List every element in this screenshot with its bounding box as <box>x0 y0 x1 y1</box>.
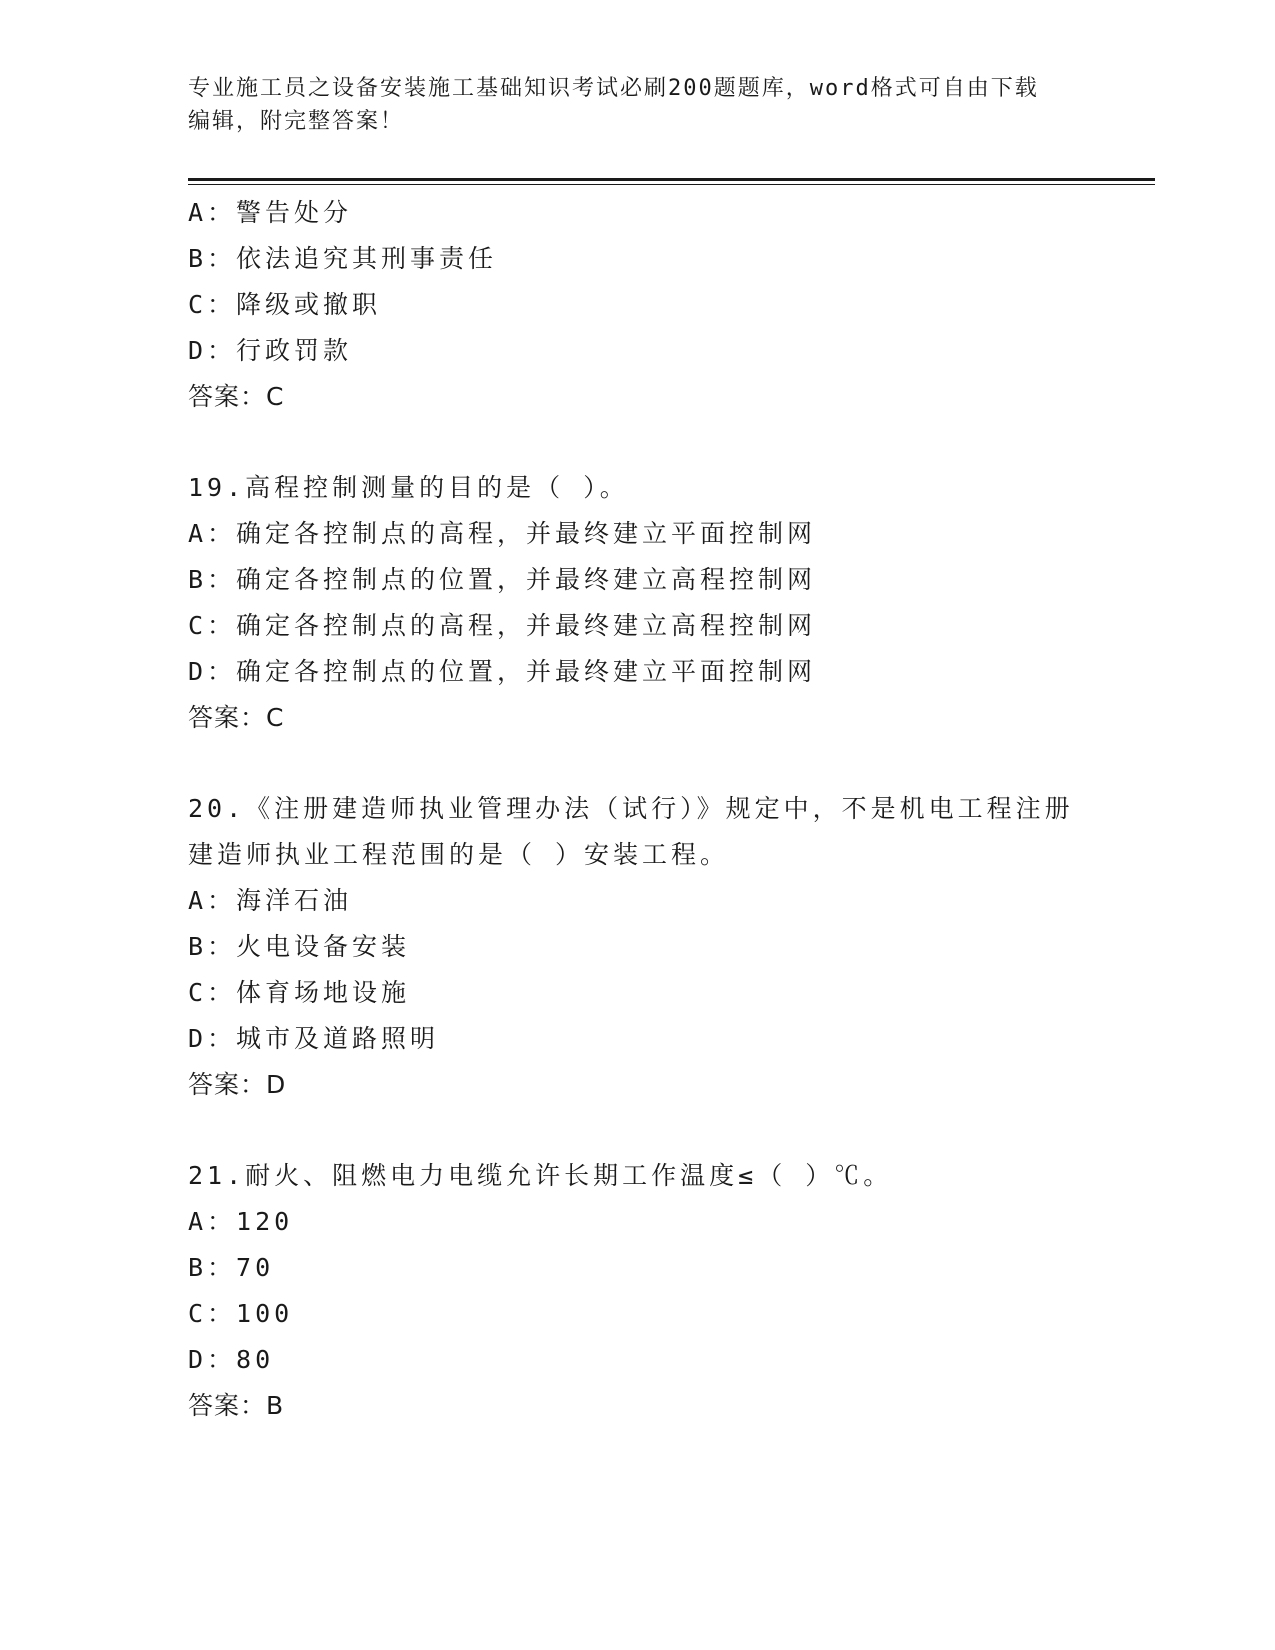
option-b: B：确定各控制点的位置，并最终建立高程控制网 <box>188 565 817 594</box>
spacer <box>188 420 1128 465</box>
question-block-19 <box>188 465 1128 741</box>
question-list <box>188 190 1128 1429</box>
option-c: C：确定各控制点的高程，并最终建立高程控制网 <box>188 611 817 640</box>
option-b: B：70 <box>188 1253 275 1282</box>
answer-line: 答案：B <box>188 1391 285 1420</box>
option-a: A：120 <box>188 1207 294 1236</box>
spacer <box>188 741 1128 786</box>
question-stem: 20.《注册建造师执业管理办法（试行）》规定中，不是机电工程注册 <box>188 794 1074 823</box>
question-stem: 19.高程控制测量的目的是（ ）。 <box>188 473 629 502</box>
question-stem: 21.耐火、阻燃电力电缆允许长期工作温度≤（ ）℃。 <box>188 1161 893 1190</box>
option-d: D：行政罚款 <box>188 336 353 365</box>
option-b: B：火电设备安装 <box>188 932 411 961</box>
answer-line: 答案：C <box>188 703 285 732</box>
question-stem-continued: 建造师执业工程范围的是（ ）安装工程。 <box>188 840 730 869</box>
answer-line: 答案：D <box>188 1070 287 1099</box>
header-line-2: 编辑，附完整答案！ <box>188 109 405 134</box>
header-divider-thick <box>188 178 1155 181</box>
question-block-21 <box>188 1153 1128 1429</box>
header-line-1: 专业施工员之设备安装施工基础知识考试必刷200题题库，word格式可自由下载 <box>188 76 1039 101</box>
option-b: B：依法追究其刑事责任 <box>188 244 498 273</box>
option-c: C：100 <box>188 1299 294 1328</box>
spacer <box>188 1108 1128 1153</box>
option-c: C：降级或撤职 <box>188 290 382 319</box>
answer-line: 答案：C <box>188 382 285 411</box>
option-d: D：80 <box>188 1345 275 1374</box>
option-d: D：确定各控制点的位置，并最终建立平面控制网 <box>188 657 817 686</box>
header-divider-thin <box>188 184 1155 185</box>
option-a: A：警告处分 <box>188 198 353 227</box>
option-d: D：城市及道路照明 <box>188 1024 440 1053</box>
option-a: A：确定各控制点的高程，并最终建立平面控制网 <box>188 519 817 548</box>
option-c: C：体育场地设施 <box>188 978 411 1007</box>
question-block-18-partial <box>188 190 1128 420</box>
document-header <box>188 72 1088 138</box>
option-a: A：海洋石油 <box>188 886 353 915</box>
question-block-20 <box>188 786 1128 1108</box>
